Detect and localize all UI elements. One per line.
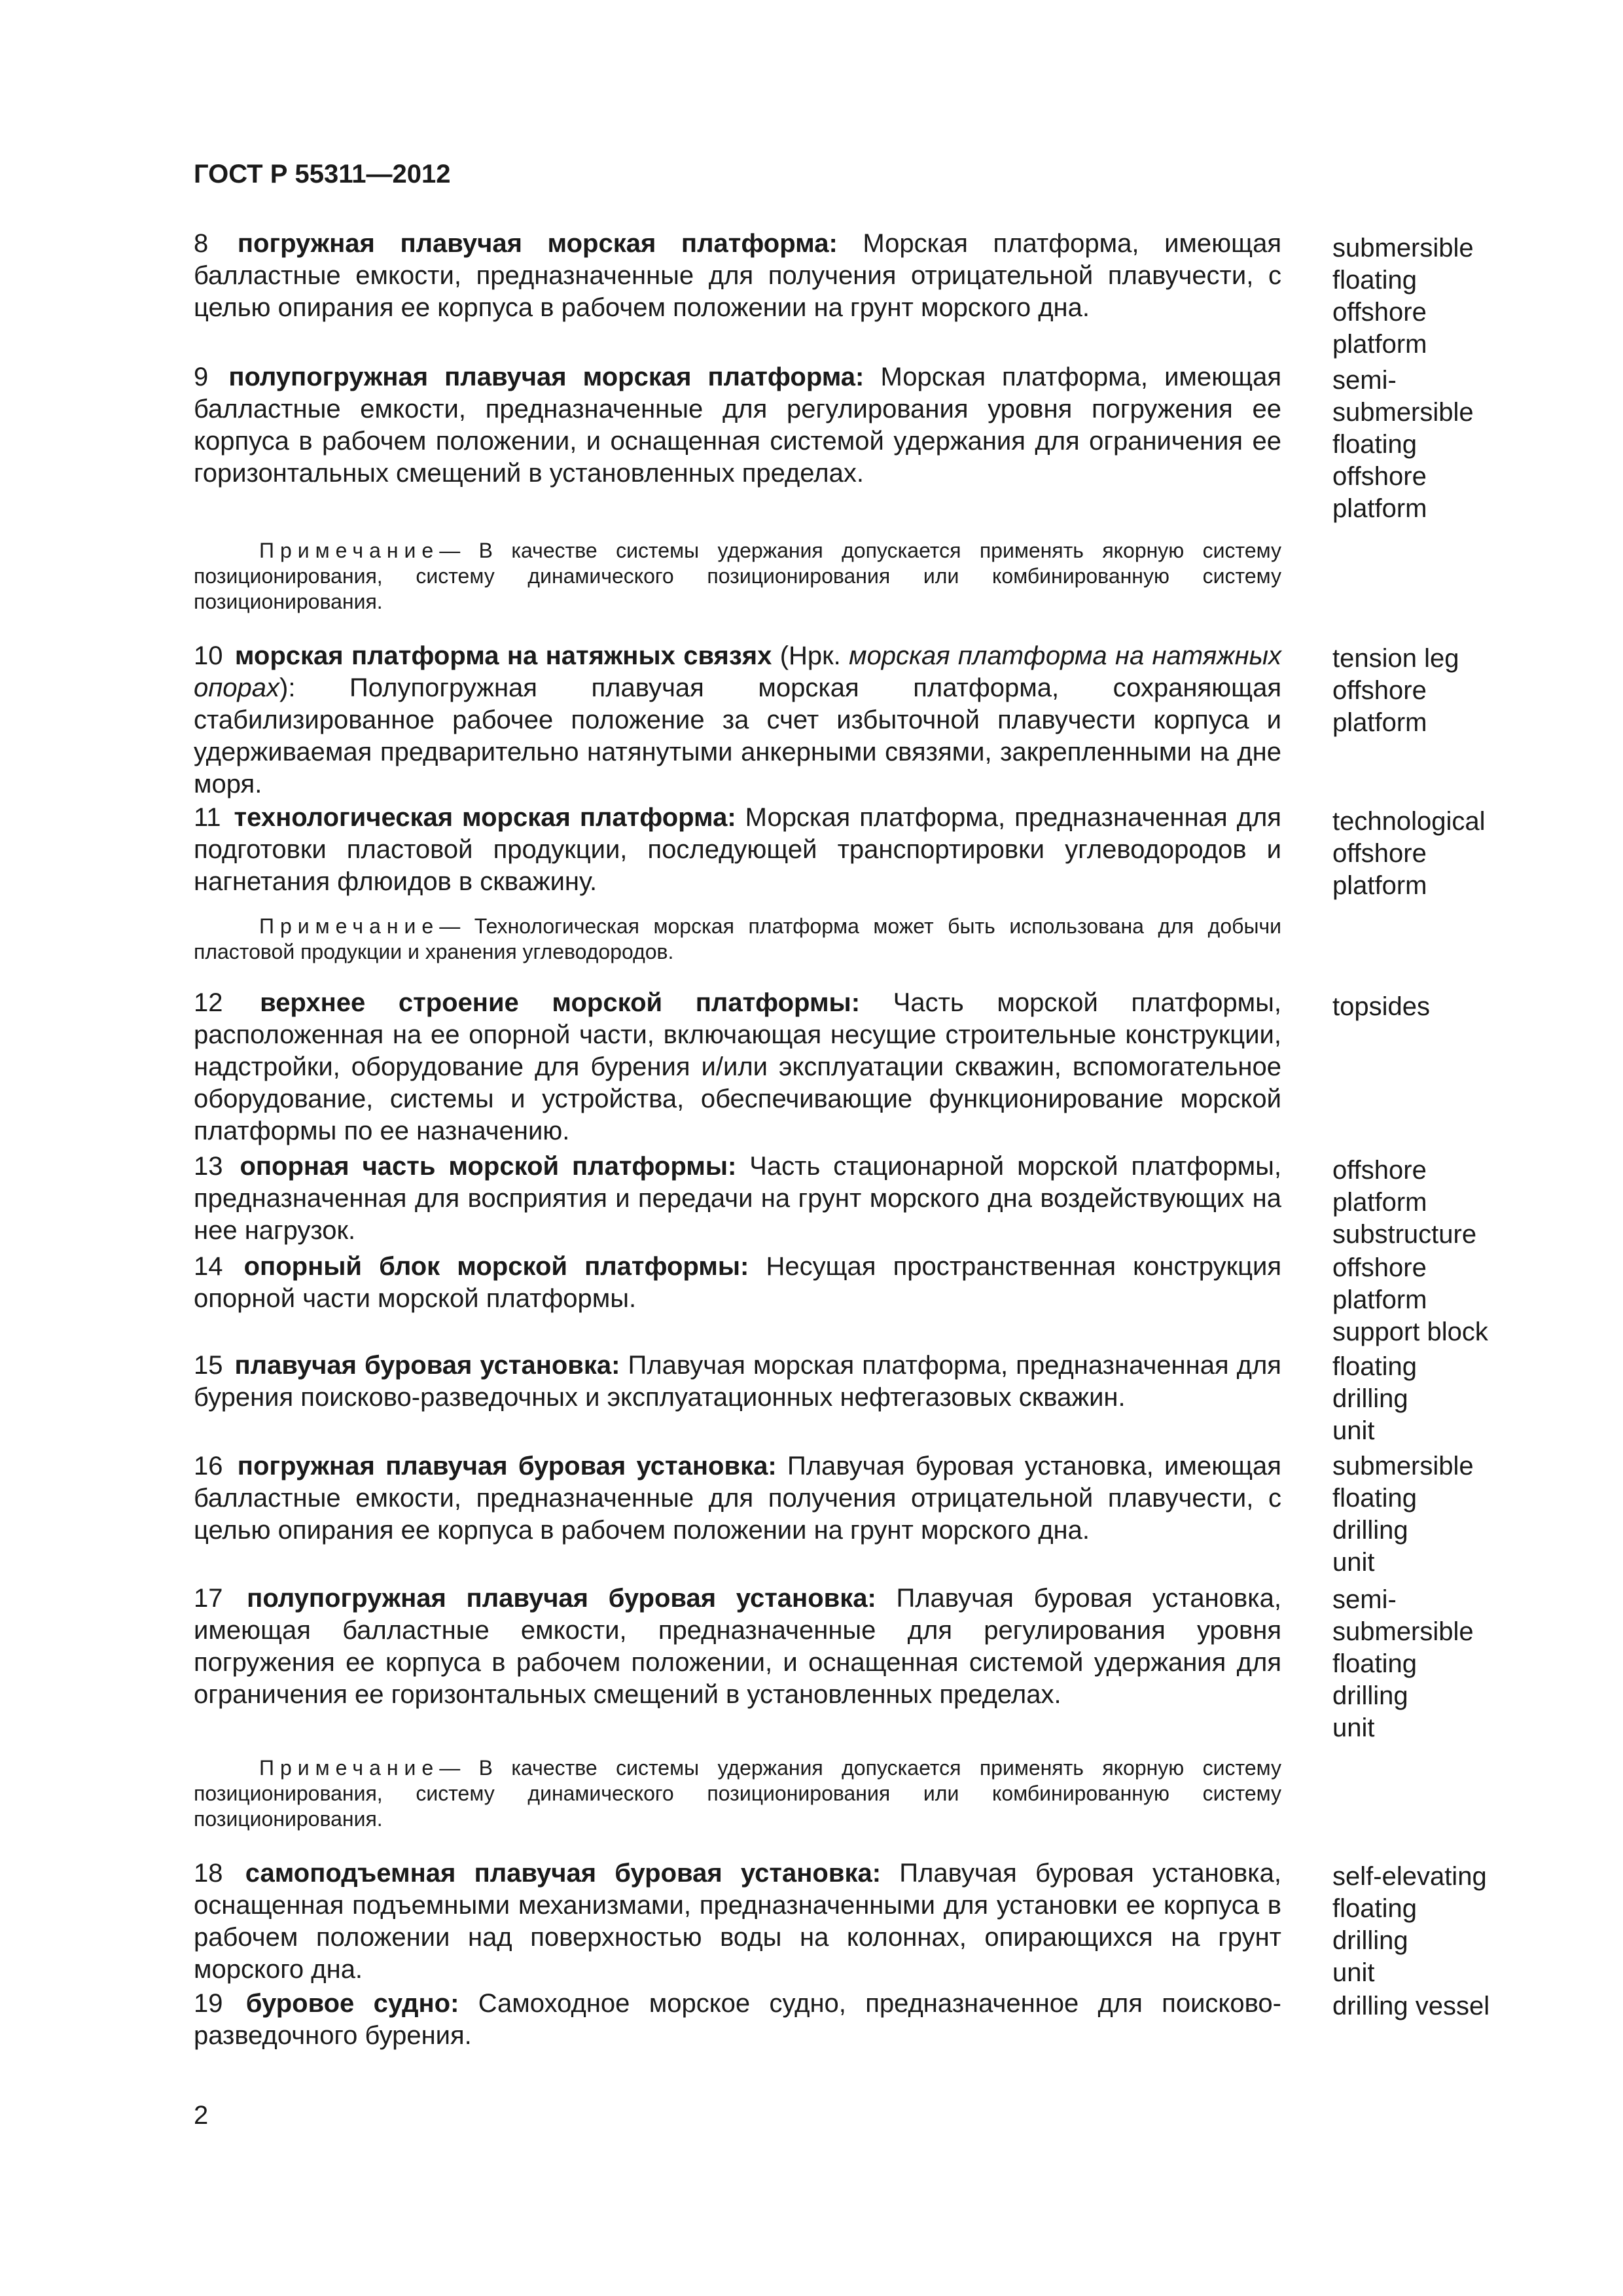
note xyxy=(194,1755,1281,1832)
entry-deprecated-term: морская платформа на натяжных опорах xyxy=(194,641,1282,702)
entry-definition: Часть стационарной морской платформы, предназначенная для восприятия и передачи на грунт морского дна воздействующих на нее нагрузок. xyxy=(194,1152,1281,1245)
term-entry xyxy=(194,802,1281,898)
entry-definition: Плавучая буровая установка, имеющая балластные емкости, предназначенные для получения отрицательной плавучести, с целью опирания ее корпуса в рабочем положении на грунт морского дна. xyxy=(194,1452,1281,1545)
term-entry xyxy=(194,1988,1281,2052)
entry-english-term: submersible floating drilling unit xyxy=(1332,1452,1474,1577)
entry-definition: Самоходное морское судно, предназначенное для поисково-разведочного бурения. xyxy=(194,1989,1281,2050)
entry-term: полупогружная плавучая морская платформа: xyxy=(228,363,865,391)
entry-number: 17 xyxy=(194,1584,223,1613)
entry-definition: Морская платформа, имеющая балластные емкости, предназначенные для получения отрицательной плавучести, с целью опирания ее корпуса в рабочем положении на грунт морского дна. xyxy=(194,229,1281,322)
entry-number: 12 xyxy=(194,988,223,1017)
term-entry xyxy=(194,1450,1281,1547)
page-number: 2 xyxy=(194,2101,209,2130)
entry-number: 9 xyxy=(194,363,209,391)
entry-term: плавучая буровая установка: xyxy=(234,1351,620,1380)
term-entry xyxy=(194,640,1281,800)
entry-term: самоподъемная плавучая буровая установка: xyxy=(245,1859,882,1888)
note-text: — Технологическая морская платформа может быть использована для добычи пластовой продукции и хранения углеводородов. xyxy=(194,914,1281,963)
entry-definition: Плавучая морская платформа, предназначенная для бурения поисково-разведочных и эксплуатационных нефтегазовых скважин. xyxy=(194,1351,1281,1412)
note-label: Примечание xyxy=(259,539,440,562)
term-entry xyxy=(194,361,1281,490)
note xyxy=(194,538,1281,615)
term-entry xyxy=(194,1350,1281,1414)
entry-english-term: semi- submersible floating drilling unit xyxy=(1332,1585,1474,1742)
entry-term: опорная часть морской платформы: xyxy=(240,1152,737,1181)
entry-number: 10 xyxy=(194,641,223,670)
note-label: Примечание xyxy=(259,1756,440,1780)
entry-number: 13 xyxy=(194,1152,223,1181)
term-entry xyxy=(194,1583,1281,1711)
term-entry xyxy=(194,987,1281,1147)
entry-number: 16 xyxy=(194,1452,223,1480)
entry-english-term: tension leg offshore platform xyxy=(1332,644,1459,737)
entry-english-term: semi- submersible floating offshore platform xyxy=(1332,366,1474,523)
entry-english-term: offshore platform support block xyxy=(1332,1253,1488,1346)
entry-definition: Плавучая буровая установка, оснащенная подъемными механизмами, предназначенными для установки ее корпуса в рабочем положении над поверхностью воды на колоннах, опирающихся на грунт морского дна. xyxy=(194,1859,1281,1984)
entry-deprecated-prefix: (Нрк. xyxy=(779,641,841,670)
entry-english-term: floating drilling unit xyxy=(1332,1352,1417,1445)
entry-deprecated-suffix: ): xyxy=(279,673,296,702)
note xyxy=(194,914,1281,965)
entry-definition: Часть морской платформы, расположенная на ее опорной части, включающая несущие строительные конструкции, надстройки, оборудование для бурения и/или эксплуатации скважин, вспомогательное оборудование, системы и устройства, обеспечивающие функционирование морской платформы по ее назначению. xyxy=(194,988,1281,1145)
entry-term: технологическая морская платформа: xyxy=(234,803,736,832)
entry-number: 15 xyxy=(194,1351,223,1380)
term-entry xyxy=(194,1251,1281,1315)
document-standard-header: ГОСТ Р 55311—2012 xyxy=(194,160,451,188)
term-entry xyxy=(194,1857,1281,1986)
term-entry xyxy=(194,1151,1281,1247)
entry-english-term: technological offshore platform xyxy=(1332,807,1486,900)
term-entry xyxy=(194,228,1281,324)
entry-definition: Плавучая буровая установка, имеющая балластные емкости, предназначенные для регулирования уровня погружения ее корпуса в рабочем положении, и оснащенная системой удержания для ограничения ее горизонтальных смещений в установленных пределах. xyxy=(194,1584,1281,1709)
entry-term: верхнее строение морской платформы: xyxy=(260,988,861,1017)
entry-english-term: submersible floating offshore platform xyxy=(1332,234,1474,359)
entry-definition: Несущая пространственная конструкция опорной части морской платформы. xyxy=(194,1252,1281,1313)
entry-term: опорный блок морской платформы: xyxy=(243,1252,749,1281)
entry-term: морская платформа на натяжных связях xyxy=(234,641,772,670)
entry-term: погружная плавучая буровая установка: xyxy=(237,1452,777,1480)
entry-definition: Морская платформа, имеющая балластные емкости, предназначенные для регулирования уровня погружения ее корпуса в рабочем положении, и оснащенная системой удержания для ограничения ее горизонтальных смещений в установленных пределах. xyxy=(194,363,1281,488)
note-text: — В качестве системы удержания допускается применять якорную систему позиционирования, систему динамического позиционирования или комбинированную систему позиционирования. xyxy=(194,1756,1281,1831)
entry-definition: Полупогружная плавучая морская платформа, сохраняющая стабилизированное рабочее положение за счет избыточной плавучести корпуса и удерживаемая предварительно натянутыми анкерными связями, закрепленными на дне моря. xyxy=(194,673,1281,798)
entry-number: 18 xyxy=(194,1859,223,1888)
entry-number: 11 xyxy=(194,803,221,832)
entry-english-term: topsides xyxy=(1332,992,1430,1021)
entry-english-term: offshore platform substructure xyxy=(1332,1156,1477,1249)
note-label: Примечание xyxy=(259,914,440,938)
entry-english-term: drilling vessel xyxy=(1332,1992,1490,2020)
entry-definition: Морская платформа, предназначенная для подготовки пластовой продукции, последующей транспортировки углеводородов и нагнетания флюидов в скважину. xyxy=(194,803,1281,896)
entry-term: погружная плавучая морская платформа: xyxy=(237,229,838,258)
entry-number: 19 xyxy=(194,1989,223,2018)
entry-english-term: self-elevating floating drilling unit xyxy=(1332,1862,1487,1987)
entry-term: полупогружная плавучая буровая установка: xyxy=(247,1584,876,1613)
entry-number: 8 xyxy=(194,229,209,258)
entry-number: 14 xyxy=(194,1252,223,1281)
note-text: — В качестве системы удержания допускается применять якорную систему позиционирования, систему динамического позиционирования или комбинированную систему позиционирования. xyxy=(194,539,1281,613)
entry-term: буровое судно: xyxy=(245,1989,459,2018)
